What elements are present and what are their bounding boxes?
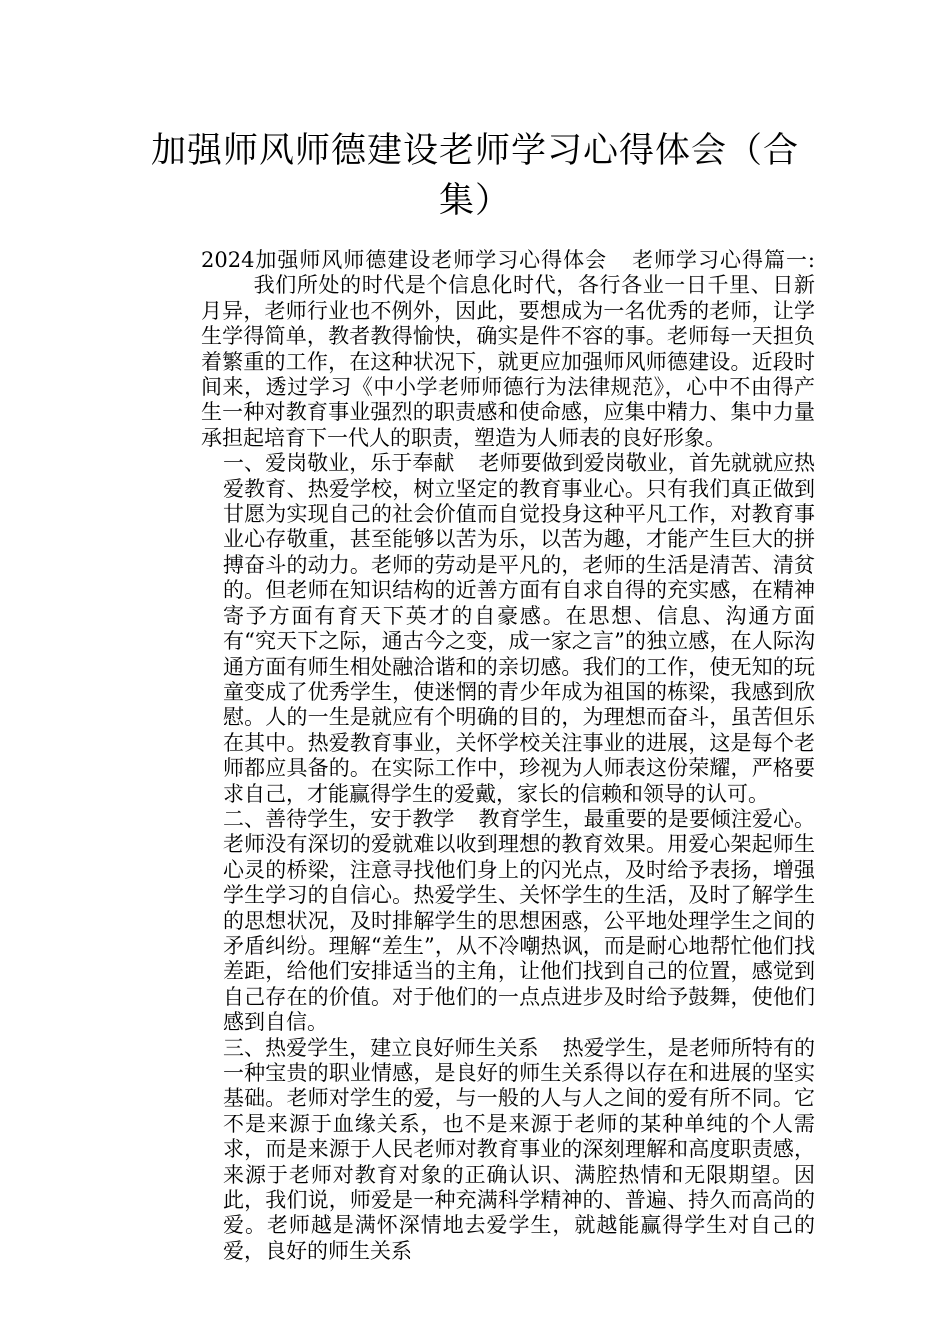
section-text-2: 教育学生，最重要的是要倾注爱心。老师没有深切的爱就难以收到理想的教育效果。用爱心架起师生心灵的桥梁，注意寻找他们身上的闪光点，及时给予表扬，增强学生学习的自信心。热爱学生、关怀学生的生活，及时了解学生的思想状况，及时排解学生的思想困惑，公平地处理学生之间的矛盾纠纷。理解“差生”，从不冷嘲热讽，而是耐心地帮忙他们找差距，给他们安排适当的主角，让他们找到自己的位置，感觉到自己存在的价值。对于他们的一点点进步及时给予鼓舞，使他们感到自信。 <box>223 806 816 1035</box>
section-heading-1: 一、爱岗敬业，乐于奉献 <box>223 451 455 476</box>
document-title: 加强师风师德建设老师学习心得体会（合集） <box>150 131 799 221</box>
intro-paragraph <box>143 248 815 451</box>
intro-heading: 2024加强师风师德建设老师学习心得体会 <box>201 248 608 272</box>
section-paragraph-2 <box>143 807 815 1036</box>
section-paragraph-3 <box>143 1036 815 1265</box>
document-body <box>143 248 815 1264</box>
intro-text: 我们所处的时代是个信息化时代，各行各业一日千里、日新月异，老师行业也不例外，因此，要想成为一名优秀的老师，让学生学得简单，教者教得愉快，确实是件不容的事。老师每一天担负着繁重的工作，在这种状况下，就更应加强师风师德建设。近段时间来，透过学习《中小学老师师德行为法律规范》，心中不由得产生一种对教育事业强烈的职责感和使命感，应集中精力、集中力量承担起培育下一代人的职责，塑造为人师表的良好形象。 <box>201 273 815 450</box>
intro-subheading: 老师学习心得篇一: <box>631 248 816 272</box>
section-text-1: 老师要做到爱岗敬业，首先就就应热爱教育、热爱学校，树立坚定的教育事业心。只有我们真正做到甘愿为实现自己的社会价值而自觉投身这种平凡工作，对教育事业心存敬重，甚至能够以苦为乐，以苦为趣，才能产生巨大的拼搏奋斗的动力。老师的劳动是平凡的，老师的生活是清苦、清贫的。但老师在知识结构的近善方面有自求自得的充实感，在精神寄予方面有育天下英才的自豪感。在思想、信息、沟通方面有“究天下之际，通古今之变，成一家之言”的独立感，在人际沟通方面有师生相处融洽谐和的亲切感。我们的工作，使无知的玩童变成了优秀学生，使迷惘的青少年成为祖国的栋梁，我感到欣慰。人的一生是就应有个明确的目的，为理想而奋斗，虽苦但乐在其中。热爱教育事业，关怀学校关注事业的进展，这是每个老师都应具备的。在实际工作中，珍视为人师表这份荣耀，严格要求自己，才能赢得学生的爱戴，家长的信赖和领导的认可。 <box>223 451 816 806</box>
section-heading-2: 二、善待学生，安于教学 <box>223 806 455 831</box>
section-paragraph-1 <box>143 451 815 807</box>
section-heading-3: 三、热爱学生，建立良好师生关系 <box>223 1035 539 1060</box>
section-text-3: 热爱学生，是老师所特有的一种宝贵的职业情感，是良好的师生关系得以存在和进展的坚实基础。老师对学生的爱，与一般的人与人之间的爱有所不同。它不是来源于血缘关系，也不是来源于老师的某种单纯的个人需求，而是来源于人民老师对教育事业的深刻理解和高度职责感，来源于老师对教育对象的正确认识、满腔热情和无限期望。因此，我们说，师爱是一种充满科学精神的、普遍、持久而高尚的爱。老师越是满怀深情地去爱学生，就越能赢得学生对自己的爱，良好的师生关系 <box>223 1035 816 1263</box>
